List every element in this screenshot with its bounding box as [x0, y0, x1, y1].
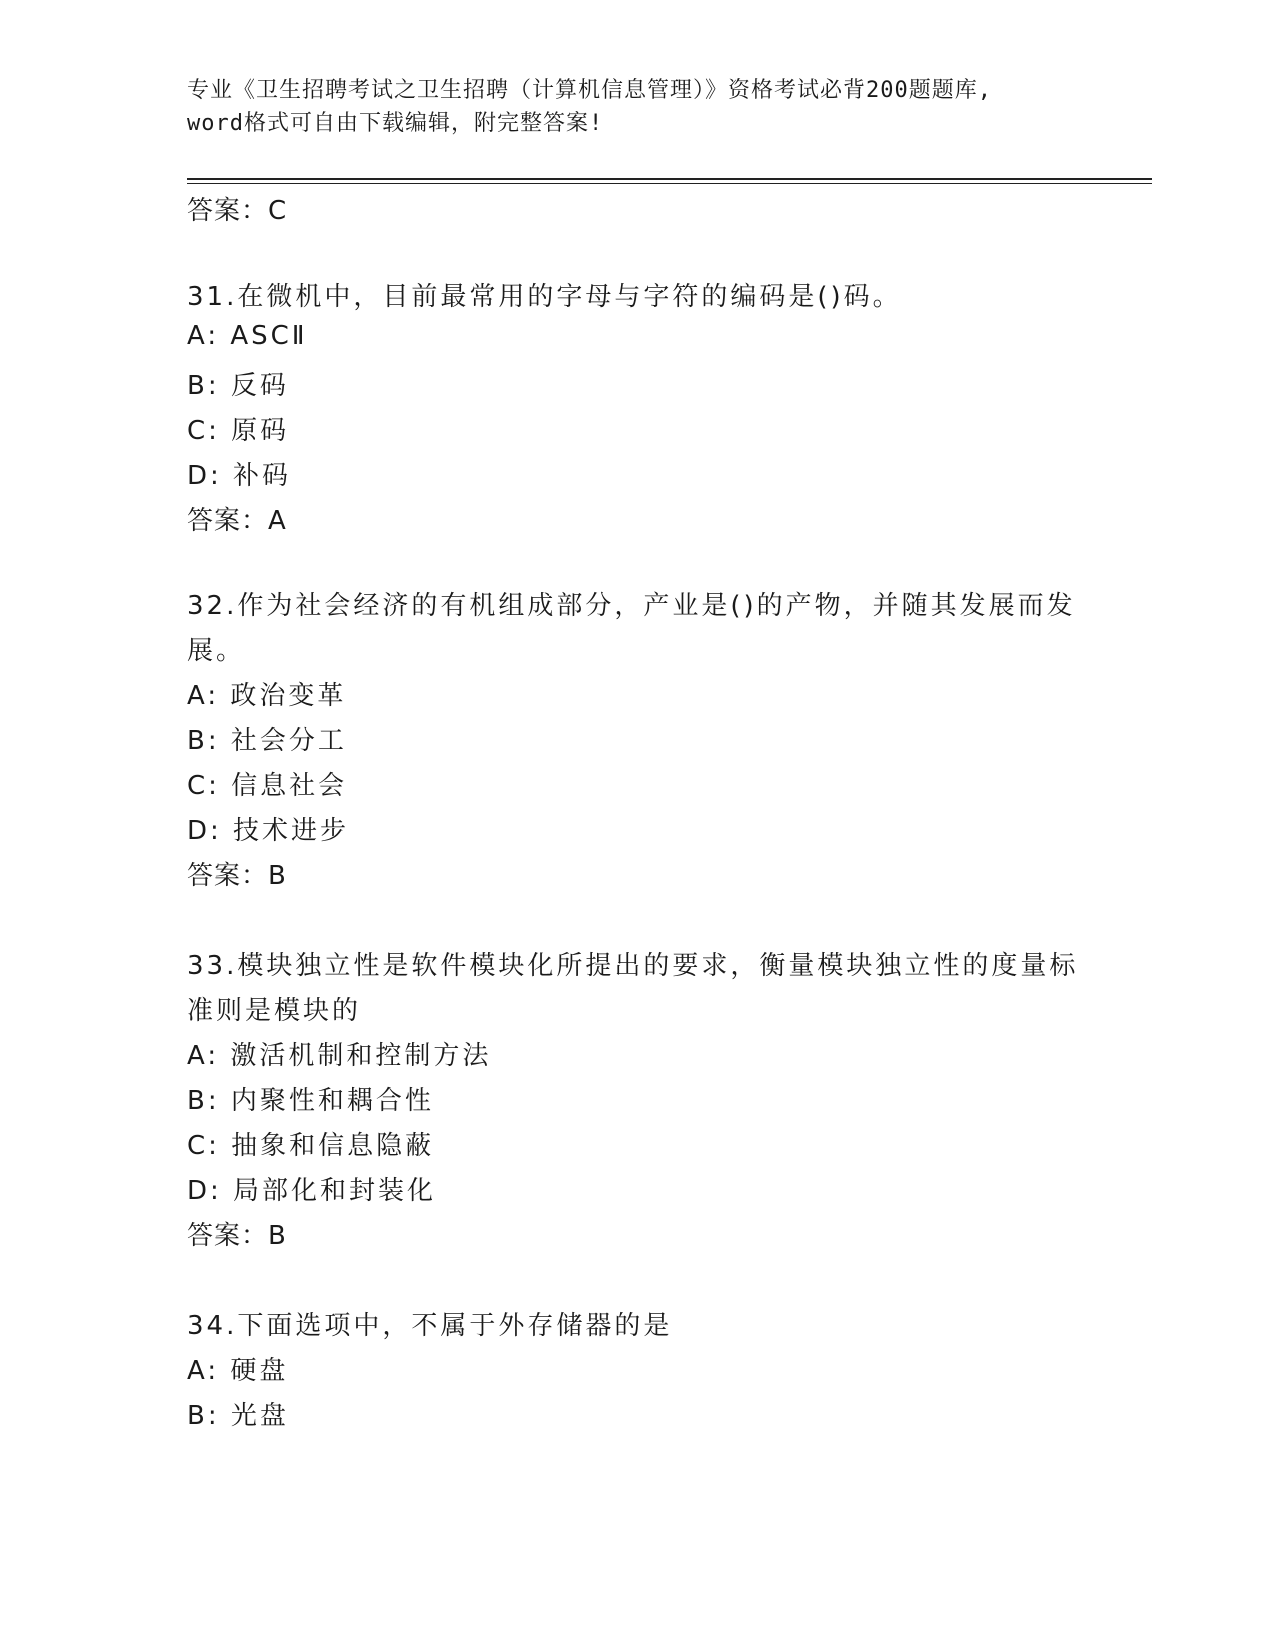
- question-33-option-b: B: 内聚性和耦合性: [187, 1086, 434, 1116]
- question-34-option-b: B: 光盘: [187, 1401, 289, 1431]
- question-34-stem: 34.下面选项中，不属于外存储器的是: [187, 1311, 673, 1341]
- question-31-option-c: C: 原码: [187, 416, 290, 446]
- question-32-stem-line-2: 展。: [187, 636, 246, 666]
- question-33-option-d: D: 局部化和封装化: [187, 1176, 437, 1206]
- question-33-answer: 答案：B: [187, 1221, 287, 1251]
- question-33-option-c: C: 抽象和信息隐蔽: [187, 1131, 435, 1161]
- question-32-option-b: B: 社会分工: [187, 726, 347, 756]
- question-32-option-c: C: 信息社会: [187, 771, 348, 801]
- header-line-1: 专业《卫生招聘考试之卫生招聘（计算机信息管理）》资格考试必背200题题库,: [187, 78, 992, 103]
- question-32-answer: 答案：B: [187, 861, 287, 891]
- header-line-2: word格式可自由下载编辑，附完整答案!: [187, 111, 604, 136]
- header-divider-top: [187, 178, 1152, 180]
- question-31-option-a: A: ASCⅡ: [187, 321, 308, 351]
- question-33-stem-line-1: 33.模块独立性是软件模块化所提出的要求，衡量模块独立性的度量标: [187, 951, 1079, 981]
- question-32-option-d: D: 技术进步: [187, 816, 350, 846]
- question-33-stem-line-2: 准则是模块的: [187, 996, 362, 1026]
- question-32-stem-line-1: 32.作为社会经济的有机组成部分，产业是()的产物，并随其发展而发: [187, 591, 1076, 621]
- question-31-option-b: B: 反码: [187, 371, 289, 401]
- previous-answer: 答案：C: [187, 196, 288, 226]
- document-header: [187, 74, 1067, 140]
- question-34-option-a: A: 硬盘: [187, 1356, 289, 1386]
- question-31-answer: 答案：A: [187, 506, 287, 536]
- question-31-option-d: D: 补码: [187, 461, 292, 491]
- question-31-stem: 31.在微机中，目前最常用的字母与字符的编码是()码。: [187, 282, 902, 312]
- question-32-option-a: A: 政治变革: [187, 681, 347, 711]
- header-divider-bottom: [187, 183, 1152, 184]
- question-33-option-a: A: 激活机制和控制方法: [187, 1041, 492, 1071]
